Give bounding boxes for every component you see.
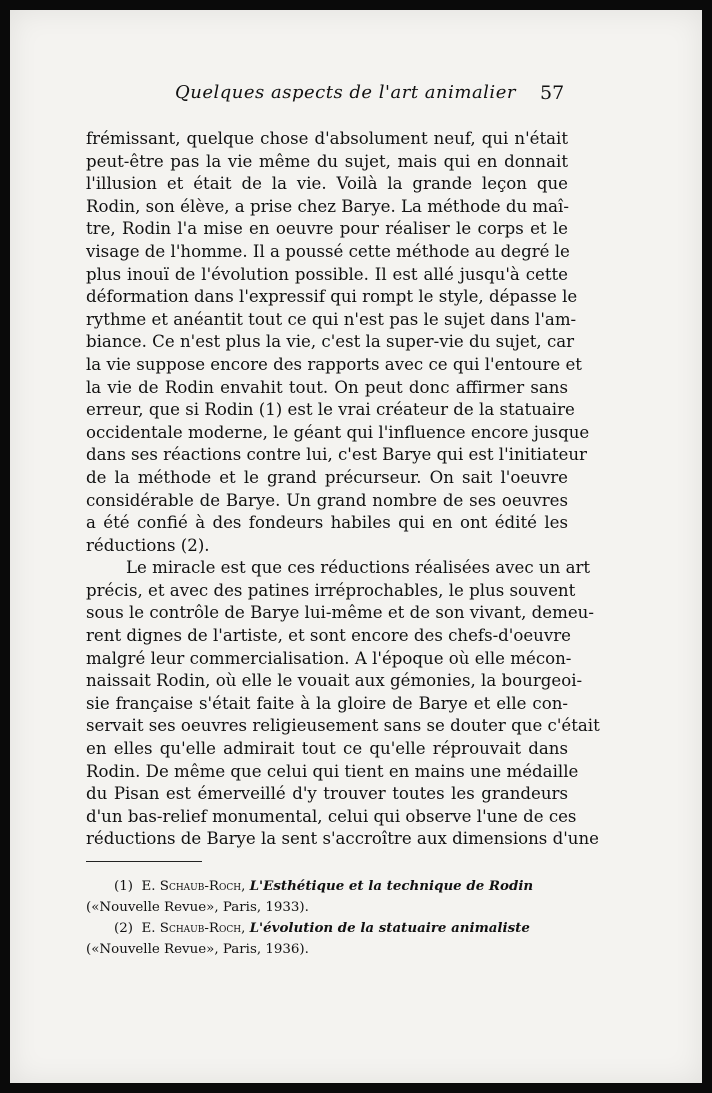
- page-number: 57: [540, 82, 565, 104]
- text-line: servait ses oeuvres religieusement sans se douter que c'était: [86, 716, 600, 736]
- paragraph-2: [86, 557, 600, 851]
- footnote-1-source: («Nouvelle Revue», Paris, 1933).: [86, 899, 309, 915]
- text-line: réductions (2).: [86, 535, 210, 555]
- text-line: en elles qu'elle admirait tout ce qu'elle réprouvait dans: [86, 739, 568, 759]
- text-line: l'illusion et était de la vie. Voilà la grande leçon que: [86, 174, 568, 194]
- footnote-rule: [86, 861, 202, 862]
- footnote-1: [86, 876, 568, 918]
- text-line: considérable de Barye. Un grand nombre de ses oeuvres: [86, 490, 568, 510]
- text-line: a été confié à des fondeurs habiles qui en ont édité les: [86, 513, 568, 533]
- footnote-2-marker: (2): [114, 921, 133, 936]
- text-line: malgré leur commercialisation. A l'époque où elle mécon-: [86, 648, 572, 668]
- text-line: naissait Rodin, où elle le vouait aux gémonies, la bourgeoi-: [86, 671, 583, 691]
- text-line: biance. Ce n'est plus la vie, c'est la super-vie du sujet, car: [86, 332, 575, 352]
- footnote-2: [86, 918, 568, 960]
- footnote-1-title: L'Esthétique et la technique de Rodin: [249, 878, 534, 894]
- text-line: Rodin. De même que celui qui tient en mains une médaille: [86, 761, 579, 781]
- book-page: [10, 10, 702, 1083]
- text-line: Le miracle est que ces réductions réalisées avec un art: [126, 558, 591, 578]
- text-line: rent dignes de l'artiste, et sont encore des chefs-d'oeuvre: [86, 626, 571, 646]
- text-line: frémissant, quelque chose d'absolument neuf, qui n'était: [86, 129, 568, 148]
- text-line: peut-être pas la vie même du sujet, mais qui en donnait: [86, 151, 568, 171]
- running-title: Quelques aspects de l'art animalier: [175, 82, 516, 103]
- text-line: rythme et anéantit tout ce qui n'est pas le sujet dans l'am-: [86, 309, 577, 329]
- text-line: visage de l'homme. Il a poussé cette méthode au degré le: [86, 241, 570, 261]
- footnote-1-author: E. Schaub-Roch,: [141, 879, 246, 894]
- text-line: plus inouï de l'évolution possible. Il est allé jusqu'à cette: [86, 264, 568, 284]
- footnote-2-author: E. Schaub-Roch,: [141, 921, 246, 936]
- footnote-1-marker: (1): [114, 879, 133, 894]
- text-line: sous le contrôle de Barye lui-même et de son vivant, demeu-: [86, 603, 594, 623]
- footnote-2-source: («Nouvelle Revue», Paris, 1936).: [86, 941, 309, 957]
- text-line: occidentale moderne, le géant qui l'influence encore jusque: [86, 422, 590, 442]
- footnote-1-line-1: [86, 876, 568, 898]
- text-line: erreur, que si Rodin (1) est le vrai créateur de la statuaire: [86, 400, 575, 420]
- text-line: du Pisan est émerveillé d'y trouver toutes les grandeurs: [86, 784, 568, 804]
- text-line: la vie suppose encore des rapports avec ce qui l'entoure et: [86, 354, 582, 374]
- text-line: réductions de Barye la sent s'accroître aux dimensions d'une: [86, 829, 599, 849]
- text-line: tre, Rodin l'a mise en oeuvre pour réaliser le corps et le: [86, 219, 568, 239]
- page-header: [10, 82, 702, 112]
- text-line: d'un bas-relief monumental, celui qui observe l'une de ces: [86, 806, 577, 826]
- text-line: de la méthode et le grand précurseur. On sait l'oeuvre: [86, 467, 568, 487]
- text-line: précis, et avec des patines irréprochables, le plus souvent: [86, 580, 576, 600]
- footnote-2-line-1: [86, 918, 568, 940]
- body-text: [86, 128, 600, 851]
- text-line: sie française s'était faite à la gloire de Barye et elle con-: [86, 693, 568, 713]
- paragraph-1: [86, 128, 590, 557]
- text-line: dans ses réactions contre lui, c'est Barye qui est l'initiateur: [86, 445, 587, 465]
- footnote-2-title: L'évolution de la statuaire animaliste: [249, 920, 530, 936]
- text-line: Rodin, son élève, a prise chez Barye. La méthode du maî-: [86, 196, 569, 216]
- text-line: la vie de Rodin envahit tout. On peut donc affirmer sans: [86, 377, 568, 397]
- text-line: déformation dans l'expressif qui rompt le style, dépasse le: [86, 287, 578, 307]
- footnotes: [86, 876, 568, 960]
